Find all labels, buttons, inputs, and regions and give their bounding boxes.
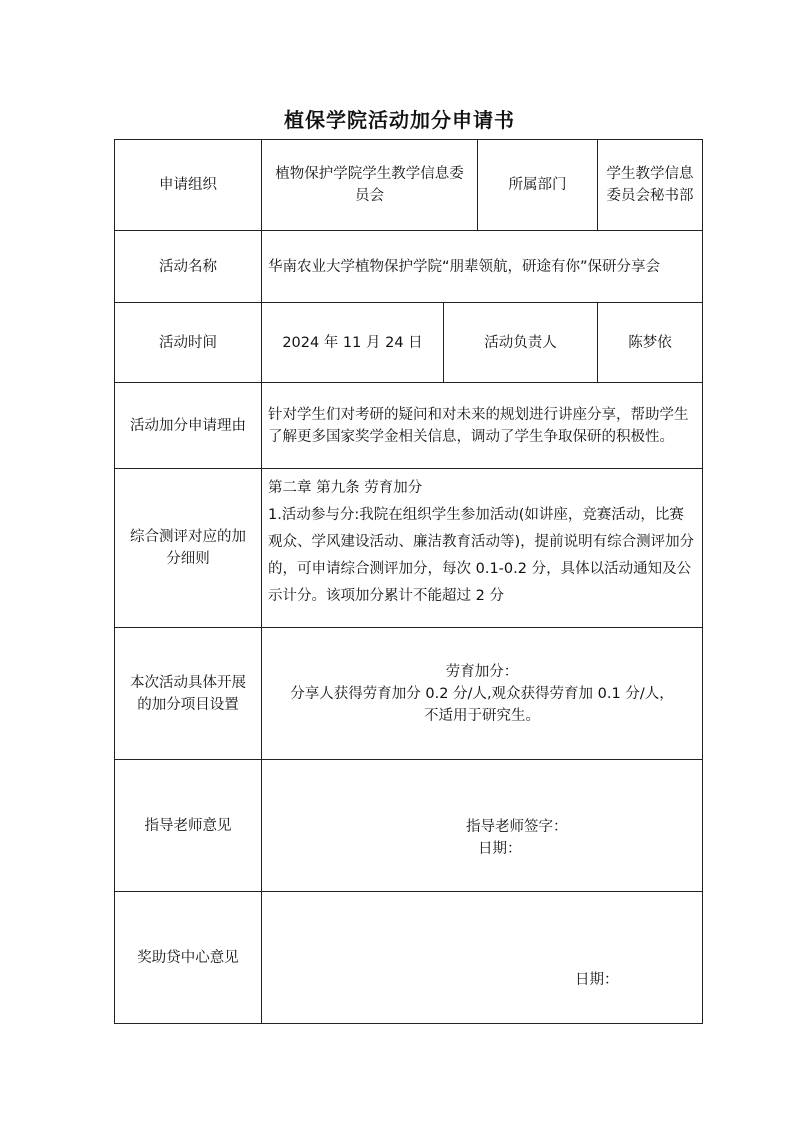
leader-label: 活动负责人 bbox=[484, 334, 557, 351]
dept-label: 所属部门 bbox=[508, 177, 567, 193]
center-date: 日期： bbox=[575, 972, 619, 988]
center-label-cell bbox=[114, 891, 262, 1024]
dept-label-cell bbox=[477, 139, 598, 231]
org-value-cell bbox=[261, 139, 478, 231]
dept-value-cell bbox=[597, 139, 703, 231]
teacher-label: 指导老师意见 bbox=[144, 817, 232, 834]
leader-value-cell bbox=[597, 302, 703, 383]
items-line-2: 分享人获得劳育加分 0.2 分/人,观众获得劳育加 0.1 分/人， bbox=[290, 685, 674, 702]
teacher-value-cell bbox=[261, 759, 703, 892]
dept-value: 学生教学信息委员会秘书部 bbox=[606, 166, 694, 204]
time-value-cell bbox=[261, 302, 444, 383]
teacher-sign: 指导老师签字： bbox=[466, 819, 568, 835]
rule-label-cell bbox=[114, 468, 262, 628]
reason-value: 针对学生们对考研的疑问和对未来的规划进行讲座分享，帮助学生了解更多国家奖学金相关信息，调动了学生争取保研的积极性。 bbox=[268, 406, 689, 445]
name-label: 活动名称 bbox=[159, 258, 217, 275]
reason-label: 活动加分申请理由 bbox=[130, 417, 246, 434]
items-label: 本次活动具体开展的加分项目设置 bbox=[130, 674, 246, 713]
items-value-cell bbox=[261, 627, 703, 760]
rule-heading: 第二章 第九条 劳育加分 bbox=[268, 480, 423, 496]
time-label: 活动时间 bbox=[159, 334, 217, 351]
teacher-date: 日期： bbox=[478, 841, 522, 857]
org-label-cell bbox=[114, 139, 262, 231]
rule-text: 1.活动参与分:我院在组织学生参加活动(如讲座，竞赛活动，比赛观众、学风建设活动、廉洁教育活动等)，提前说明有综合测评加分的，可申请综合测评加分，每次 0.1-0.2 分，具体以活动通知及公示计分。该项加分累计不能超过 2 分 bbox=[268, 507, 695, 604]
name-value: 华南农业大学植物保护学院“朋辈领航，研途有你”保研分享会 bbox=[268, 258, 661, 275]
time-value: 2024 年 11 月 24 日 bbox=[282, 334, 423, 351]
time-label-cell bbox=[114, 302, 262, 383]
teacher-label-cell bbox=[114, 759, 262, 892]
items-label-cell bbox=[114, 627, 262, 760]
center-value-cell bbox=[261, 891, 703, 1024]
items-line-3: 不适用于研究生。 bbox=[424, 707, 540, 724]
name-value-cell bbox=[261, 230, 703, 303]
reason-value-cell bbox=[261, 382, 703, 469]
org-value: 植物保护学院学生教学信息委员会 bbox=[275, 166, 464, 204]
rule-label: 综合测评对应的加分细则 bbox=[130, 529, 246, 567]
items-line-1: 劳育加分： bbox=[445, 663, 519, 680]
leader-label-cell bbox=[443, 302, 598, 383]
name-label-cell bbox=[114, 230, 262, 303]
document-title: 植保学院活动加分申请书 bbox=[284, 108, 515, 132]
reason-label-cell bbox=[114, 382, 262, 469]
org-label: 申请组织 bbox=[159, 177, 217, 193]
center-label: 奖助贷中心意见 bbox=[137, 949, 239, 966]
leader-value: 陈梦依 bbox=[628, 334, 672, 351]
rule-value-cell bbox=[261, 468, 703, 628]
